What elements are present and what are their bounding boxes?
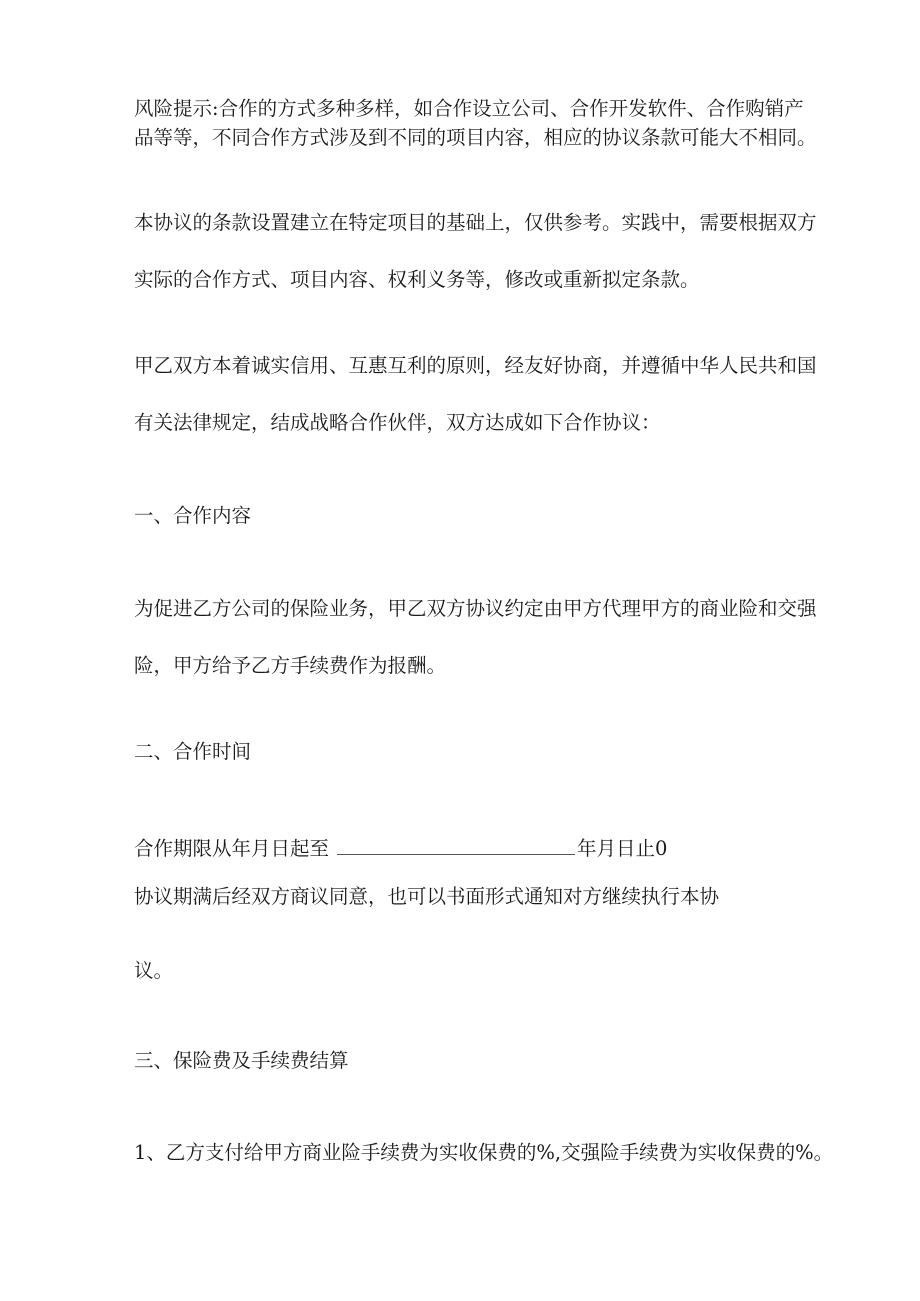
section2-period bbox=[134, 836, 667, 861]
section2-renewal-line-1: 协议期满后经双方商议同意，也可以书面形式通知对方继续执行本协 bbox=[134, 885, 720, 908]
section1-body-line-1: 为促进乙方公司的保险业务，甲乙双方协议约定由甲方代理甲方的商业险和交强 bbox=[134, 597, 817, 620]
section3-title: 三、保险费及手续费结算 bbox=[134, 1049, 349, 1072]
section2-renewal-line-2: 议。 bbox=[134, 959, 174, 982]
period-suffix: 年月日止0 bbox=[577, 837, 668, 860]
reference-note-line-2: 实际的合作方式、项目内容、权利义务等，修改或重新拟定条款。 bbox=[134, 268, 700, 291]
section1-title: 一、合作内容 bbox=[134, 504, 252, 527]
section3-item-1: 1、乙方支付给甲方商业险手续费为实收保费的%,交强险手续费为实收保费的%。 bbox=[134, 1141, 834, 1164]
period-prefix: 合作期限从年月日起至 bbox=[134, 837, 330, 860]
fill-in-blank[interactable] bbox=[337, 836, 575, 855]
section1-body-line-2: 险，甲方给予乙方手续费作为报酬。 bbox=[134, 654, 447, 677]
reference-note-line-1: 本协议的条款设置建立在特定项目的基础上，仅供参考。实践中，需要根据双方 bbox=[134, 211, 817, 234]
preamble-line-1: 甲乙双方本着诚实信用、互惠互利的原则，经友好协商，并遵循中华人民共和国 bbox=[134, 354, 817, 377]
preamble-line-2: 有关法律规定，结成战略合作伙伴，双方达成如下合作协议： bbox=[134, 411, 661, 434]
section2-title: 二、合作时间 bbox=[134, 740, 252, 763]
risk-note-line-1: 风险提示:合作的方式多种多样，如合作设立公司、合作开发软件、合作购销产 bbox=[134, 97, 804, 120]
risk-note-line-2: 品等等，不同合作方式涉及到不同的项目内容，相应的协议条款可能大不相同。 bbox=[134, 126, 817, 149]
